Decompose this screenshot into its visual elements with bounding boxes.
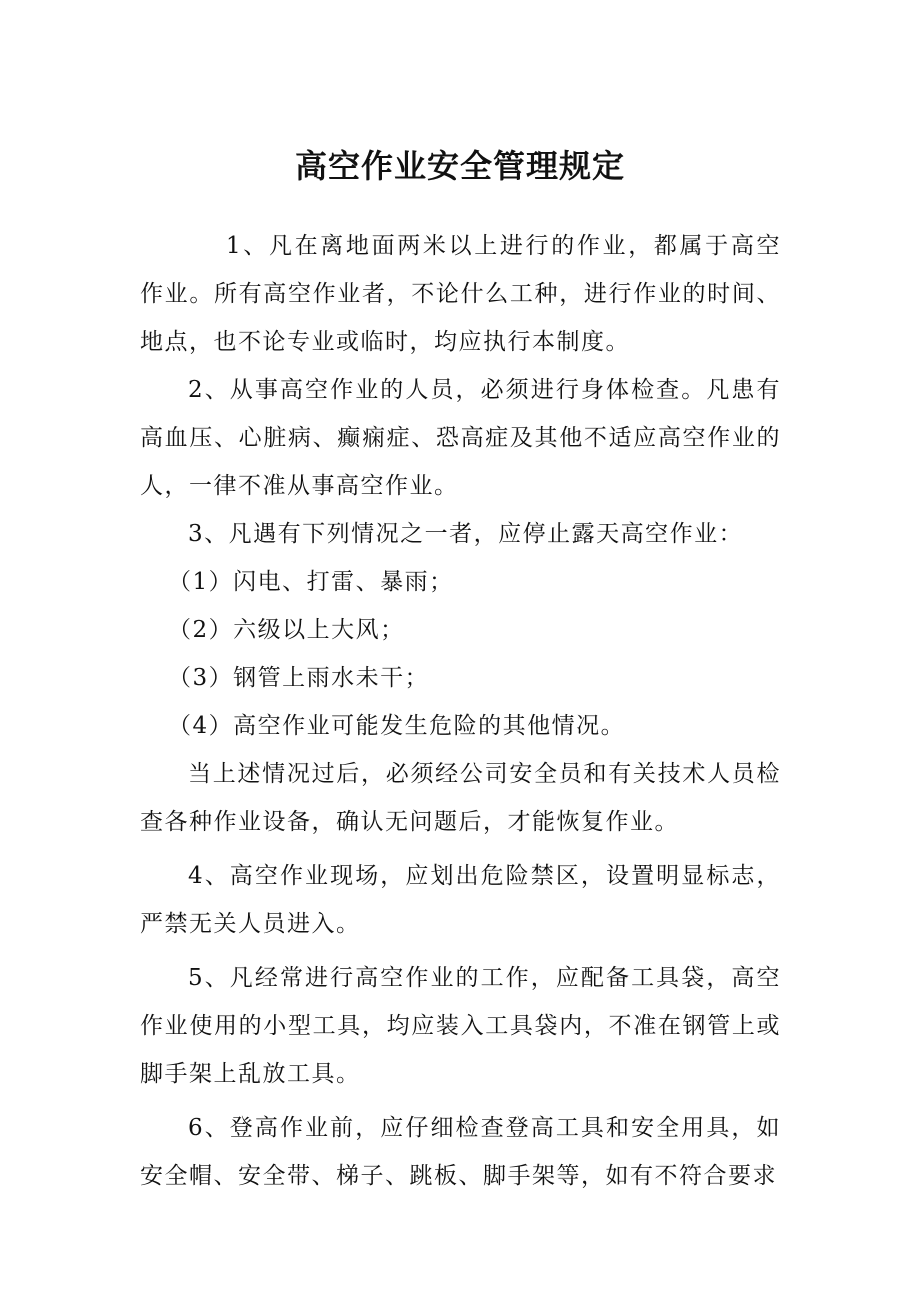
list-item-4: （4）高空作业可能发生危险的其他情况。 — [168, 713, 626, 739]
list-item-3: （3）钢管上雨水未干； — [168, 665, 430, 691]
paragraph-6: 6、登高作业前，应仔细检查登高工具和安全用具，如安全帽、安全带、梯子、跳板、脚手架等，如有不符合要求 — [140, 1115, 781, 1189]
paragraph-after-list: 当上述情况过后，必须经公司安全员和有关技术人员检查各种作业设备，确认无问题后，才能恢复作业。 — [140, 761, 781, 835]
paragraph-5: 5、凡经常进行高空作业的工作，应配备工具袋，高空作业使用的小型工具，均应装入工具袋内，不准在钢管上或脚手架上乱放工具。 — [140, 965, 781, 1087]
document-body — [140, 222, 781, 1200]
paragraph-3: 3、凡遇有下列情况之一者，应停止露天高空作业： — [188, 521, 744, 547]
paragraph-4: 4、高空作业现场，应划出危险禁区，设置明显标志，严禁无关人员进入。 — [140, 863, 781, 937]
list-item-2: （2）六级以上大风； — [168, 617, 405, 643]
paragraph-2: 2、从事高空作业的人员，必须进行身体检查。凡患有高血压、心脏病、癫痫症、恐高症及其他不适应高空作业的人，一律不准从事高空作业。 — [140, 377, 781, 499]
paragraph-1: 1、凡在离地面两米以上进行的作业，都属于高空作业。所有高空作业者，不论什么工种，进行作业的时间、地点，也不论专业或临时，均应执行本制度。 — [140, 233, 781, 355]
document-title: 高空作业安全管理规定 — [294, 147, 625, 185]
list-item-1: （1）闪电、打雷、暴雨； — [168, 569, 454, 595]
